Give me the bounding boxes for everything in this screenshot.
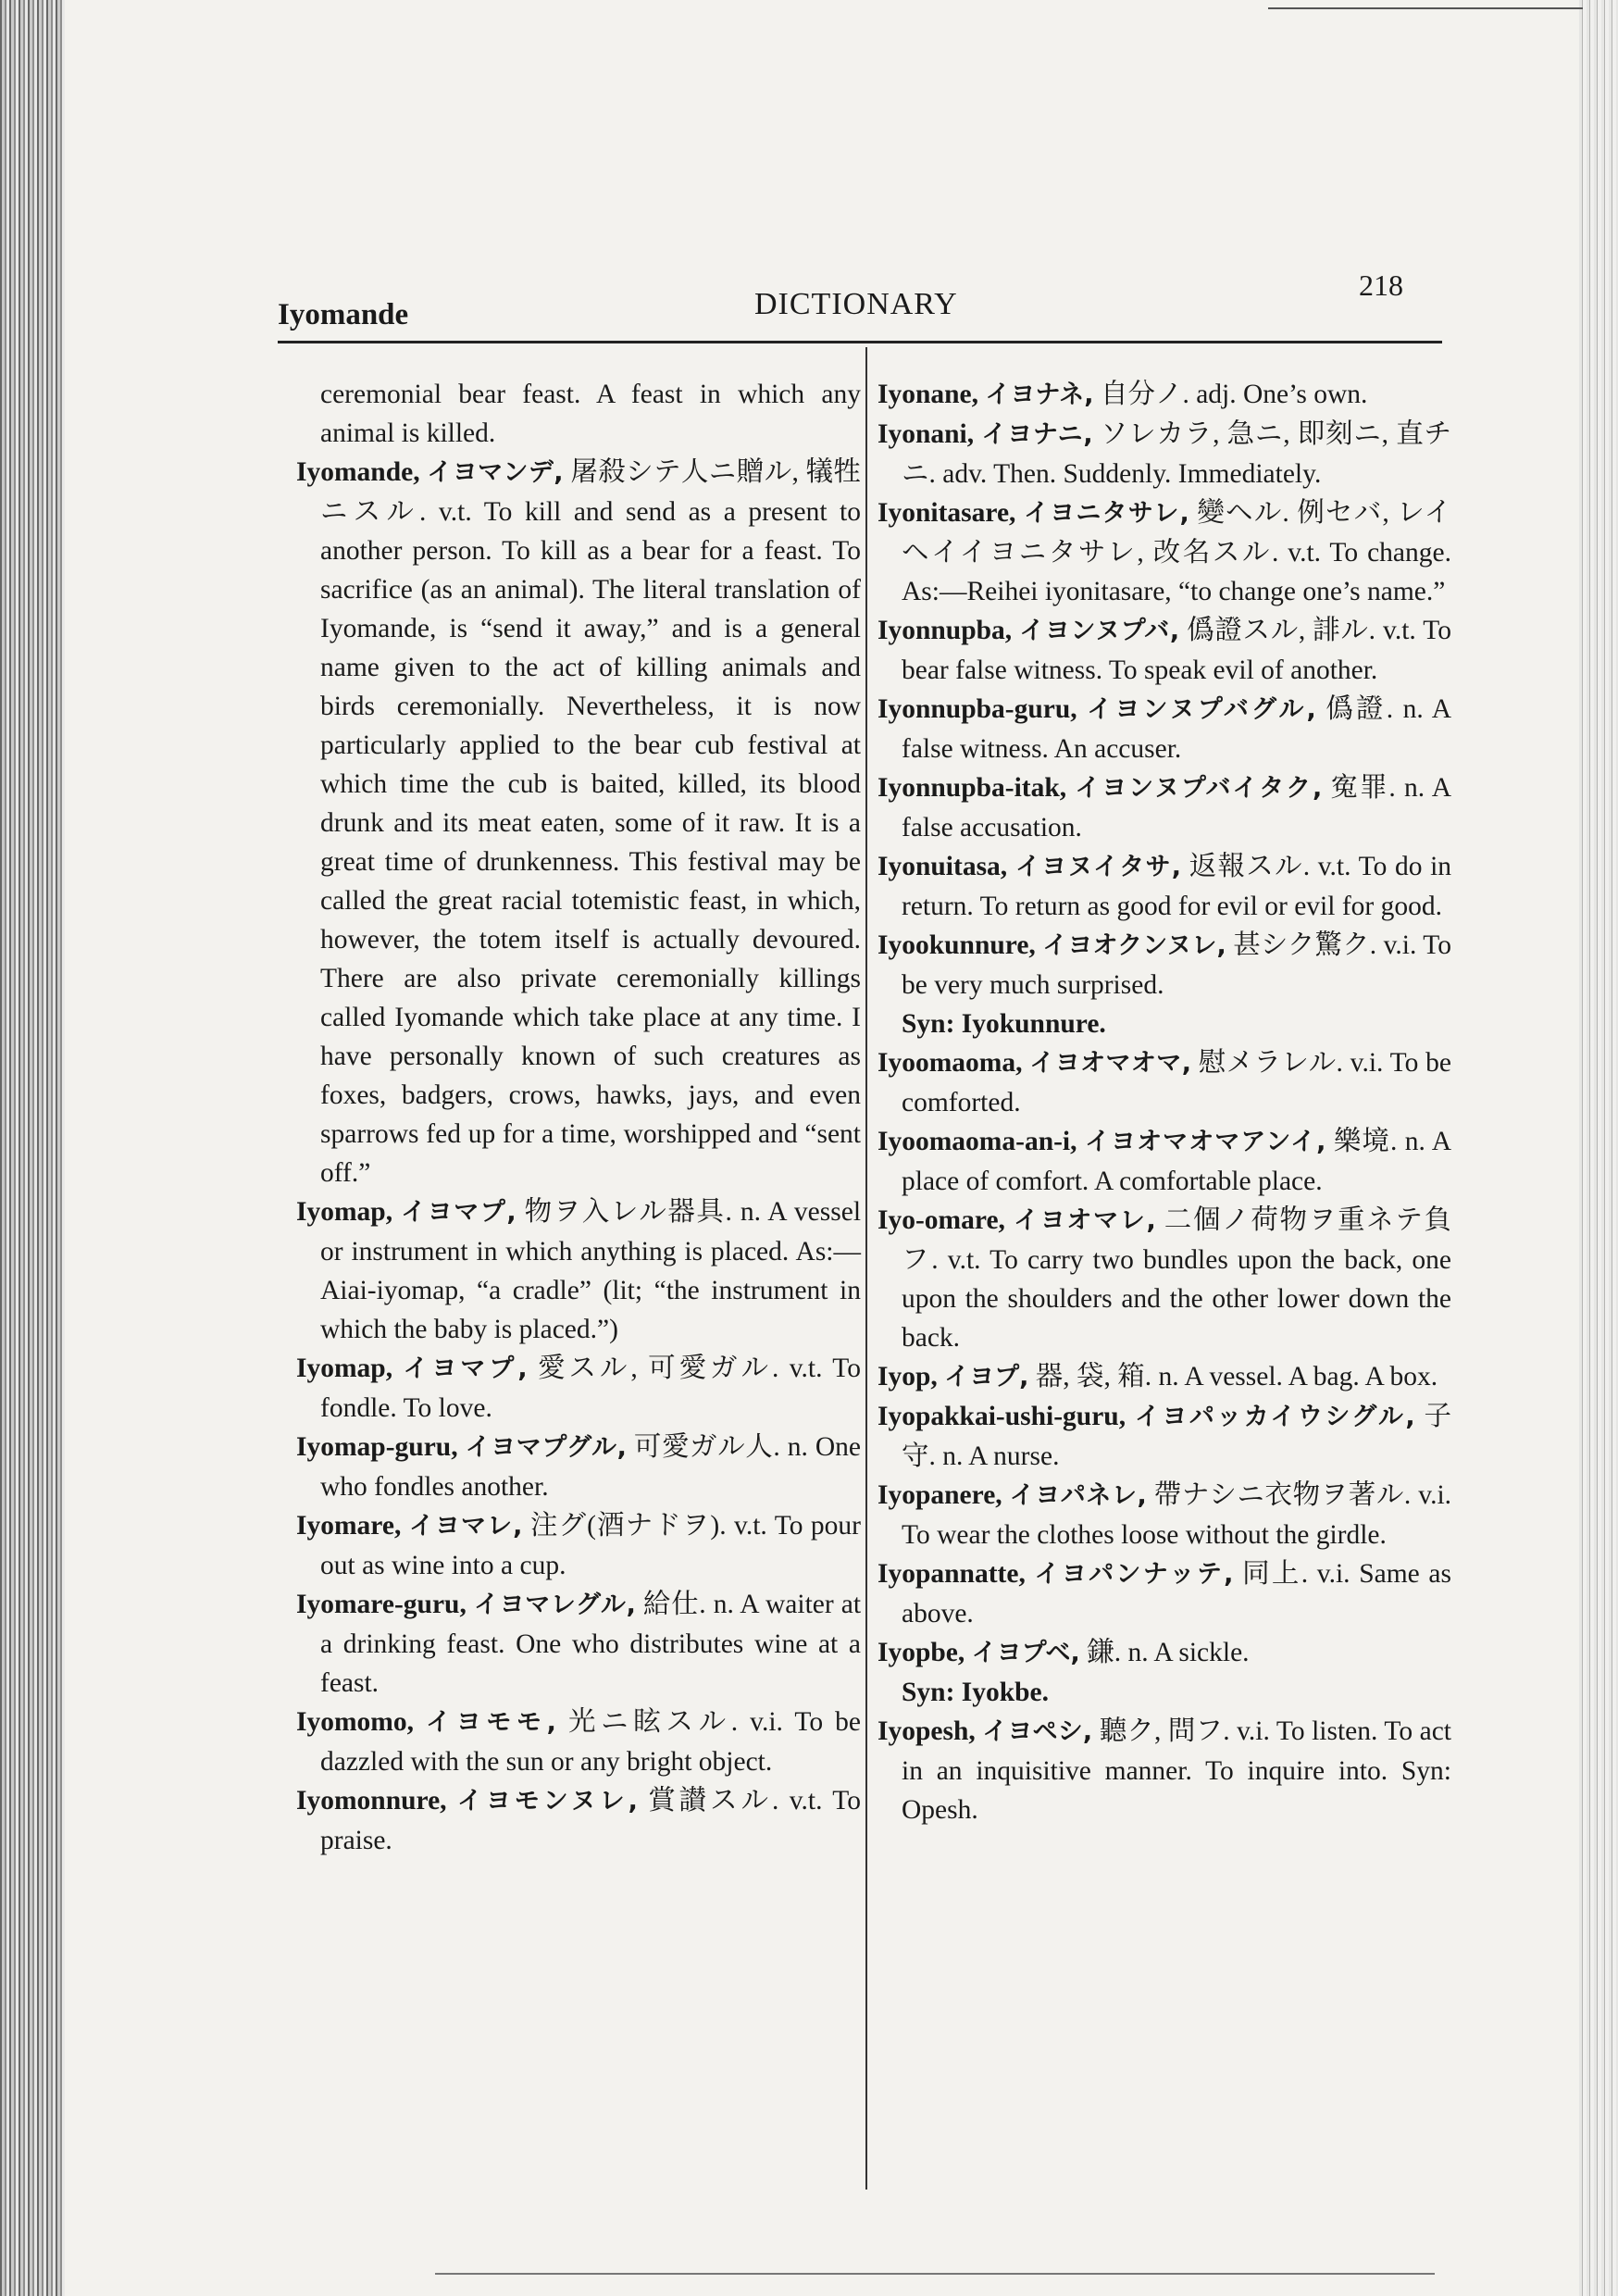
entry-katakana: イヨニタサレ,: [1023, 499, 1189, 528]
entry-headword: Iyonnupba-itak,: [877, 773, 1067, 803]
entry-definition: 返報スル. v.t. To do in return. To return as good for evil or evil for good.: [902, 852, 1452, 921]
dictionary-entry: [877, 1554, 1451, 1633]
entry-synonym: Syn: Iyokunnure.: [902, 1009, 1106, 1039]
dictionary-entry: [877, 690, 1451, 768]
entry-headword: Iyopbe,: [877, 1638, 965, 1667]
entry-headword: Iyomap,: [296, 1197, 393, 1227]
entry-headword: Iyopanere,: [877, 1480, 1002, 1510]
entry-headword: Iyomomo,: [296, 1707, 415, 1737]
entry-definition: 樂境. n. A place of comfort. A comfortable place.: [902, 1127, 1452, 1196]
dictionary-entry: [877, 611, 1451, 690]
entry-katakana: イヨナニ,: [981, 420, 1093, 449]
entry-katakana: イヨパンナッテ,: [1034, 1560, 1234, 1589]
entry-katakana: イヨモンヌレ,: [456, 1787, 638, 1816]
entry-katakana: イヨンヌプバイタク,: [1075, 774, 1323, 803]
dictionary-entry: [877, 375, 1451, 415]
entry-definition: 二個ノ荷物ヲ重ネテ負フ. v.t. To carry two bundles upon the back, one upon the shoulders and the other lower down the back.: [902, 1205, 1452, 1353]
entry-katakana: イヨオマオマアンイ,: [1084, 1128, 1326, 1156]
entry-headword: Iyonnupba,: [877, 616, 1013, 645]
entry-katakana: イヨマンデ,: [427, 458, 564, 487]
dictionary-entry: [296, 1506, 861, 1585]
entry-headword: Iyomap,: [296, 1354, 393, 1383]
entry-headword: Iyookunnure,: [877, 930, 1036, 960]
dictionary-entry: [296, 375, 861, 453]
page-header: [278, 268, 1444, 343]
column-divider: [865, 347, 867, 2190]
entry-headword: Iyonane,: [877, 380, 979, 409]
dictionary-entry: [877, 926, 1451, 1043]
entry-definition: 寃罪. n. A false accusation.: [902, 773, 1452, 842]
entry-katakana: イヨモモ,: [426, 1708, 556, 1737]
entry-definition: 注グ(酒ナドヲ). v.t. To pour out as wine into a cup.: [320, 1511, 861, 1580]
entry-headword: Iyopannatte,: [877, 1559, 1026, 1589]
entry-katakana: イヨオクンヌレ,: [1042, 931, 1226, 960]
entry-headword: Iyomap-guru,: [296, 1432, 458, 1462]
entry-katakana: イヨプ,: [944, 1363, 1029, 1391]
entry-katakana: イヨマプ,: [401, 1198, 517, 1227]
entry-definition: 可愛ガル人. n. One who fondles another.: [320, 1432, 861, 1502]
entry-headword: Iyop,: [877, 1362, 938, 1391]
entry-definition: ceremonial bear feast. A feast in which any animal is killed.: [320, 380, 861, 448]
entry-definition: ソレカラ, 急ニ, 即刻ニ, 直チニ. adv. Then. Suddenly. Immediately.: [902, 419, 1452, 489]
entry-katakana: イヨパネレ,: [1009, 1481, 1147, 1510]
page-edge-shadow: [1579, 0, 1618, 2296]
dictionary-entry: [877, 1043, 1451, 1122]
dictionary-entry: [877, 847, 1451, 926]
dictionary-entry: [296, 1192, 861, 1349]
entry-katakana: イヨオマレ,: [1014, 1206, 1156, 1235]
entry-katakana: イヨパッカイウシグル,: [1134, 1403, 1415, 1431]
running-headword: Iyomande: [278, 298, 409, 331]
entry-headword: Iyomande,: [296, 457, 420, 487]
entry-definition: 自分ノ. adj. One’s own.: [1100, 380, 1368, 409]
book-binding-edge: [0, 0, 65, 2296]
dictionary-entry: [877, 768, 1451, 847]
entry-definition: 鎌. n. A sickle.: [1087, 1638, 1250, 1667]
right-column: [877, 375, 1451, 1829]
entry-definition: 帶ナシニ衣物ヲ著ル. v.i. To wear the clothes loose without the girdle.: [902, 1480, 1452, 1550]
entry-katakana: イヨプベ,: [971, 1639, 1080, 1667]
entry-katakana: イヨマレ,: [408, 1512, 523, 1541]
entry-definition: 僞證スル, 誹ル. v.t. To bear false witness. To speak evil of another.: [902, 616, 1451, 685]
entry-katakana: イヨマレグル,: [473, 1591, 636, 1619]
entry-definition: 變ヘル. 例セバ, レイヘイイヨニタサレ, 改名スル. v.t. To change. As:—Reihei iyonitasare, “to change one’s name.”: [902, 498, 1452, 606]
entry-definition: 慰メラレル. v.i. To be comforted.: [902, 1048, 1451, 1117]
entry-headword: Iyonitasare,: [877, 498, 1016, 528]
dictionary-entry: [877, 1397, 1451, 1476]
entry-definition: 愛スル, 可愛ガル. v.t. To fondle. To love.: [320, 1354, 862, 1423]
dictionary-entry: [296, 1703, 861, 1781]
entry-headword: Iyonani,: [877, 419, 975, 449]
entry-definition: 器, 袋, 箱. n. A vessel. A bag. A box.: [1035, 1362, 1438, 1391]
entry-definition: 子守. n. A nurse.: [902, 1402, 1451, 1471]
dictionary-entry: [296, 1585, 861, 1703]
entry-katakana: イヨナネ,: [985, 381, 1094, 409]
dictionary-entry: [877, 1633, 1451, 1712]
dictionary-entry: [877, 1712, 1451, 1829]
dictionary-entry: [877, 415, 1451, 493]
entry-headword: Iyoomaoma,: [877, 1048, 1023, 1078]
dictionary-entry: [877, 1476, 1451, 1554]
entry-katakana: イヨマプ,: [403, 1354, 528, 1383]
dictionary-entry: [296, 453, 861, 1192]
page-number: 218: [1359, 268, 1403, 302]
dictionary-entry: [296, 1349, 861, 1428]
entry-headword: Iyoomaoma-an-i,: [877, 1127, 1077, 1156]
entry-definition: 光ニ眩スル. v.i. To be dazzled with the sun or any bright object.: [320, 1707, 861, 1777]
dictionary-entry: [877, 1357, 1451, 1397]
entry-katakana: イヨマプグル,: [465, 1433, 627, 1462]
entry-headword: Iyonnupba-guru,: [877, 694, 1077, 724]
left-column: [296, 375, 861, 1860]
entry-definition: 僞證. n. A false witness. An accuser.: [902, 694, 1452, 764]
entry-definition: 聽ク, 問フ. v.i. To listen. To act in an inquisitive manner. To inquire into. Syn: Opesh.: [902, 1716, 1452, 1825]
entry-headword: Iyopesh,: [877, 1716, 976, 1746]
header-rule: [278, 341, 1442, 343]
entry-katakana: イヨヌイタサ,: [1014, 853, 1182, 881]
dictionary-entry: [877, 1201, 1451, 1357]
entry-headword: Iyomare,: [296, 1511, 402, 1541]
dictionary-entry: [877, 1122, 1451, 1201]
entry-definition: 賞讃スル. v.t. To praise.: [320, 1786, 862, 1855]
entry-synonym: Syn: Iyokbe.: [902, 1678, 1050, 1707]
entry-katakana: イヨンヌプバグル,: [1087, 695, 1316, 724]
entry-katakana: イヨンヌプバ,: [1019, 617, 1180, 645]
entry-headword: Iyomonnure,: [296, 1786, 447, 1816]
entry-definition: 物ヲ入レル器具. n. A vessel or instrument in which anything is placed. As:—Aiai-iyomap, “a cradle” (lit; “the instrument in which the baby is placed.”): [320, 1197, 862, 1344]
entry-headword: Iyopakkai-ushi-guru,: [877, 1402, 1126, 1431]
page-title: DICTIONARY: [754, 287, 958, 321]
scan-artifact-line: [1268, 7, 1583, 9]
entry-headword: Iyomare-guru,: [296, 1590, 467, 1619]
entry-definition: 屠殺シテ人ニ贈ル, 犠牲ニスル. v.t. To kill and send as a present to another person. To kill as a bear for a feast. To sacrifice (as an animal). The literal translation of Iyomande, is “send it away,” and is a general name given to the act of killing animals and birds ceremonially. Nevertheless, it is now particularly applied to the bear cub festival at which time the cub is baited, killed, its blood drunk and its meat eaten, some of it raw. It is a great time of drunkenness. This festival may be called the great racial totemistic feast, in which, however, the totem itself is actually devoured. There are also private ceremonially killings called Iyomande which take place at any time. I have personally known of such creatures as foxes, badgers, crows, hawks, jays, and even sparrows fed up for a time, worshipped and “sent off.”: [320, 457, 861, 1188]
dictionary-entry: [296, 1428, 861, 1506]
entry-headword: Iyonuitasa,: [877, 852, 1008, 881]
footer-rule: [435, 2273, 1435, 2275]
dictionary-entry: [296, 1781, 861, 1860]
entry-definition: 同上. v.i. Same as above.: [902, 1559, 1452, 1628]
entry-headword: Iyo-omare,: [877, 1205, 1005, 1235]
entry-definition: 甚シク驚ク. v.i. To be very much surprised.: [902, 930, 1452, 1000]
entry-definition: 給仕. n. A waiter at a drinking feast. One who distributes wine at a feast.: [320, 1590, 862, 1698]
dictionary-entry: [877, 493, 1451, 611]
entry-katakana: イヨオマオマ,: [1029, 1049, 1191, 1078]
entry-katakana: イヨペシ,: [982, 1717, 1093, 1746]
